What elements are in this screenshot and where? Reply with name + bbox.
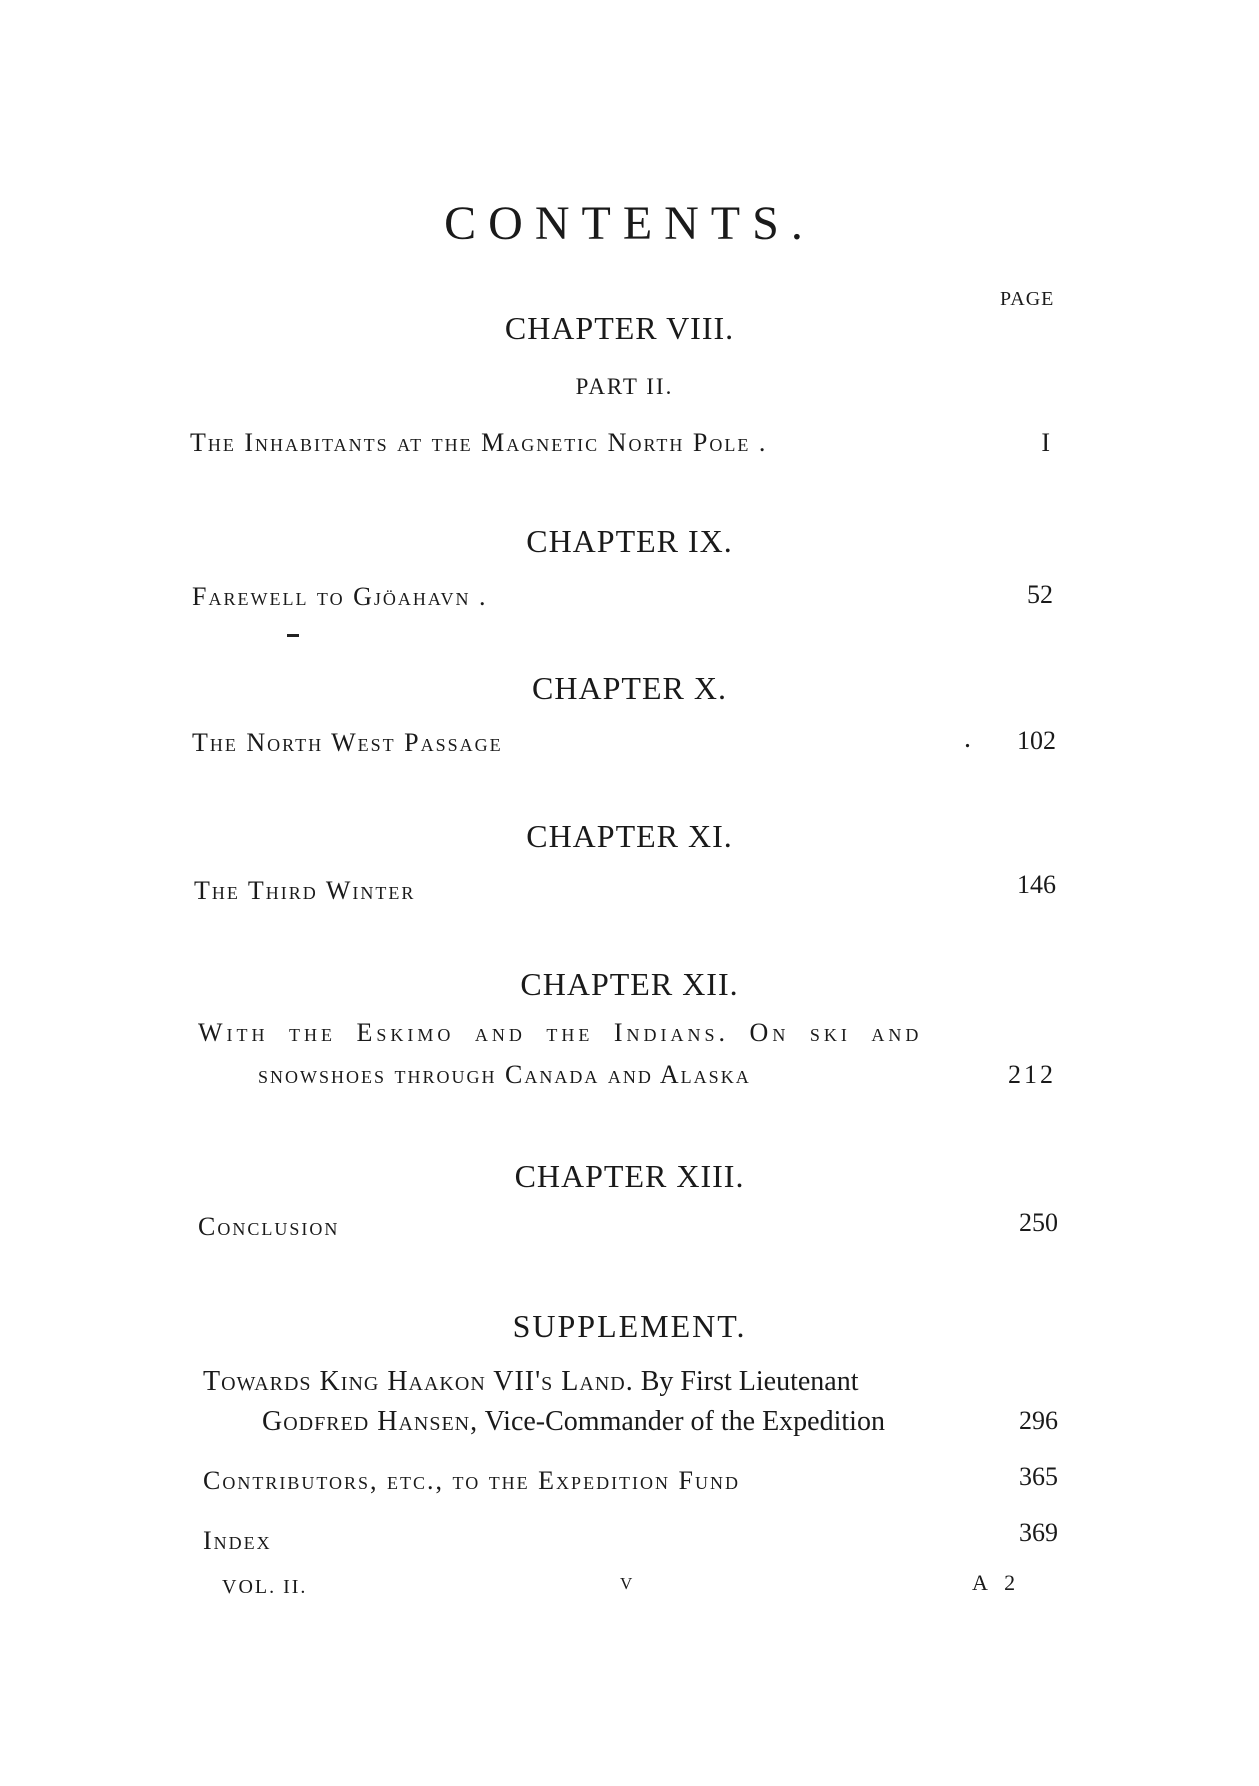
supplement-entry-line2 [262,1406,885,1438]
toc-entry-title-line2: snowshoes through Canada and Alaska [258,1060,751,1089]
chapter-heading: CHAPTER XIII. [514,1158,745,1194]
page-column-label: PAGE [1000,288,1055,310]
signature-mark: A 2 [972,1570,1022,1595]
toc-entry-page: I [1041,428,1050,457]
toc-entry-page: 146 [1017,870,1056,899]
toc-entry-title: The Third Winter [194,876,416,905]
chapter-heading: CHAPTER XI. [526,818,733,854]
toc-entry-page: 212 [1008,1060,1056,1089]
supplement-entry-title: Towards King Haakon VII's Land. [203,1366,634,1397]
toc-entry-title: Contributors, etc., to the Expedition Fund [203,1466,741,1495]
toc-entry-title: Farewell to Gjöahavn . [192,582,488,611]
chapter-heading: CHAPTER XII. [520,966,739,1002]
volume-label: VOL. II. [222,1576,308,1598]
toc-entry-title: Index [203,1526,272,1555]
toc-entry-title: The North West Passage [192,728,503,757]
chapter-heading: CHAPTER VIII. [504,310,735,346]
part-heading: PART II. [575,374,674,399]
toc-entry-page: 365 [1019,1462,1058,1491]
supplement-entry-line1 [203,1366,859,1398]
toc-entry-page: 52 [1027,580,1053,609]
toc-entry-title: The Inhabitants at the Magnetic North Pole . [190,428,768,457]
page-number-roman: V [620,1574,635,1593]
leader-dot: . [964,723,971,754]
supplement-heading: SUPPLEMENT. [512,1308,747,1344]
supplement-entry-author: Godfred Hansen, [262,1406,479,1437]
toc-entry-page: 250 [1019,1208,1058,1237]
toc-entry-page: 102 [1017,726,1056,755]
toc-entry-title-line1: With the Eskimo and the Indians. On ski and [198,1018,923,1047]
toc-entry-page: 369 [1019,1518,1058,1547]
supplement-entry-byline: By First Lieutenant [640,1366,859,1397]
toc-entry-page: 296 [1019,1406,1058,1435]
chapter-heading: CHAPTER X. [532,670,727,706]
toc-entry-title: Conclusion [198,1212,340,1241]
page-title: CONTENTS. [444,197,815,250]
supplement-entry-role: Vice-Commander of the Expedition [484,1406,885,1437]
stray-ink-mark [287,634,299,637]
chapter-heading: CHAPTER IX. [526,523,733,559]
